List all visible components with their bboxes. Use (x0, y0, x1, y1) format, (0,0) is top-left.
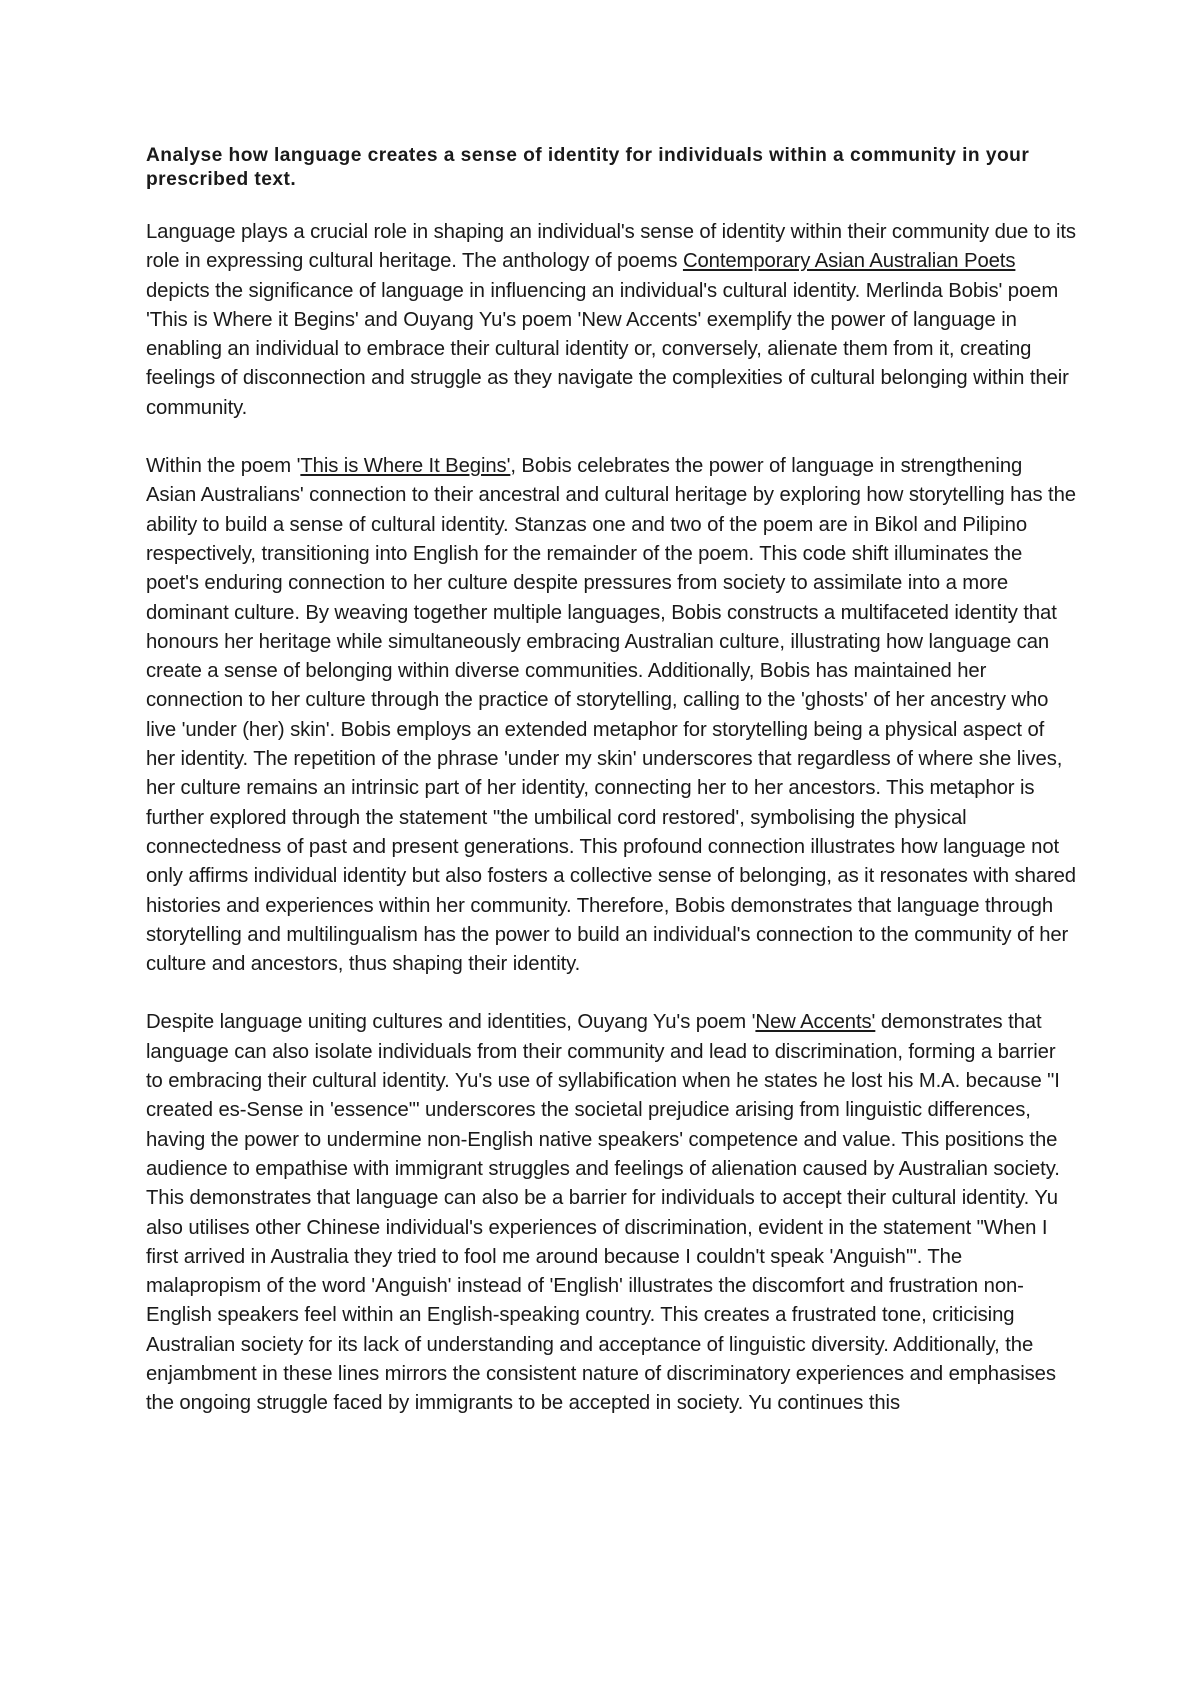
essay-question-heading: Analyse how language creates a sense of identity for individuals within a community in your prescribed text. (146, 145, 1030, 190)
paragraph-introduction (146, 218, 1076, 423)
poem-title: New Accents' (755, 1011, 876, 1034)
paragraph-body-yu (146, 1008, 1076, 1418)
poem-title: This is Where It Begins' (300, 455, 511, 478)
anthology-title: Contemporary Asian Australian Poets (682, 250, 1016, 273)
paragraph-text: Language plays a crucial role in shaping an individual's sense of identity within their community due to its role in expressing cultural heritage. The anthology of poems (146, 221, 1076, 273)
paragraph-text: , Bobis celebrates the power of language in strengthening Asian Australians' connection to their ancestral and cultural heritage by exploring how storytelling has the ability to build a sense of cultural identity. Stanzas one and two of the poem are in Bikol and Pilipino respectively, transitioning into English for the remainder of the poem. This code shift illuminates the poet's enduring connection to her culture despite pressures from society to assimilate into a more dominant culture. By weaving together multiple languages, Bobis constructs a multifaceted identity that honours her heritage while simultaneously embracing Australian culture, illustrating how language can create a sense of belonging within diverse communities. Additionally, Bobis has maintained her connection to her culture through the practice of storytelling, calling to the 'ghosts' of her ancestry who live 'under (her) skin'. Bobis employs an extended metaphor for storytelling being a physical aspect of her identity. The repetition of the phrase 'under my skin' underscores that regardless of where she lives, her culture remains an intrinsic part of her identity, connecting her to her ancestors. This metaphor is further explored through the statement ''the umbilical cord restored', symbolising the physical connectedness of past and present generations. This profound connection illustrates how language not only affirms individual identity but also fosters a collective sense of belonging, as it resonates with shared histories and experiences within her community. Therefore, Bobis demonstrates that language through storytelling and multilingualism has the power to build an individual's connection to the community of her culture and ancestors, thus shaping their identity. (146, 455, 1076, 976)
paragraph-body-bobis (146, 452, 1076, 979)
paragraph-text: demonstrates that language can also isolate individuals from their community and lead to discrimination, forming a barrier to embracing their cultural identity. Yu's use of syllabification when he states he lost his M.A. because "I created es-Sense in 'essence'" underscores the societal prejudice arising from linguistic differences, having the power to undermine non-English native speakers' competence and value. This positions the audience to empathise with immigrant struggles and feelings of alienation caused by Australian society. This demonstrates that language can also be a barrier for individuals to accept their cultural identity. Yu also utilises other Chinese individual's experiences of discrimination, evident in the statement "When I first arrived in Australia they tried to fool me around because I couldn't speak 'Anguish'". The malapropism of the word 'Anguish' instead of 'English' illustrates the discomfort and frustration non-English speakers feel within an English-speaking country. This creates a frustrated tone, criticising Australian society for its lack of understanding and acceptance of linguistic diversity. Additionally, the enjambment in these lines mirrors the consistent nature of discriminatory experiences and emphasises the ongoing struggle faced by immigrants to be accepted in society. Yu continues this (146, 1011, 1060, 1415)
paragraph-text: Within the poem ' (146, 455, 301, 478)
paragraph-text: Despite language uniting cultures and identities, Ouyang Yu's poem ' (146, 1011, 756, 1034)
document-body (146, 144, 1076, 1448)
paragraph-text: depicts the significance of language in influencing an individual's cultural identity. Merlinda Bobis' poem 'This is Where it Begins' and Ouyang Yu's poem 'New Accents' exemplify the power of language in enabling an individual to embrace their cultural identity or, conversely, alienate them from it, creating feelings of disconnection and struggle as they navigate the complexities of cultural belonging within their community. (146, 279, 1069, 419)
